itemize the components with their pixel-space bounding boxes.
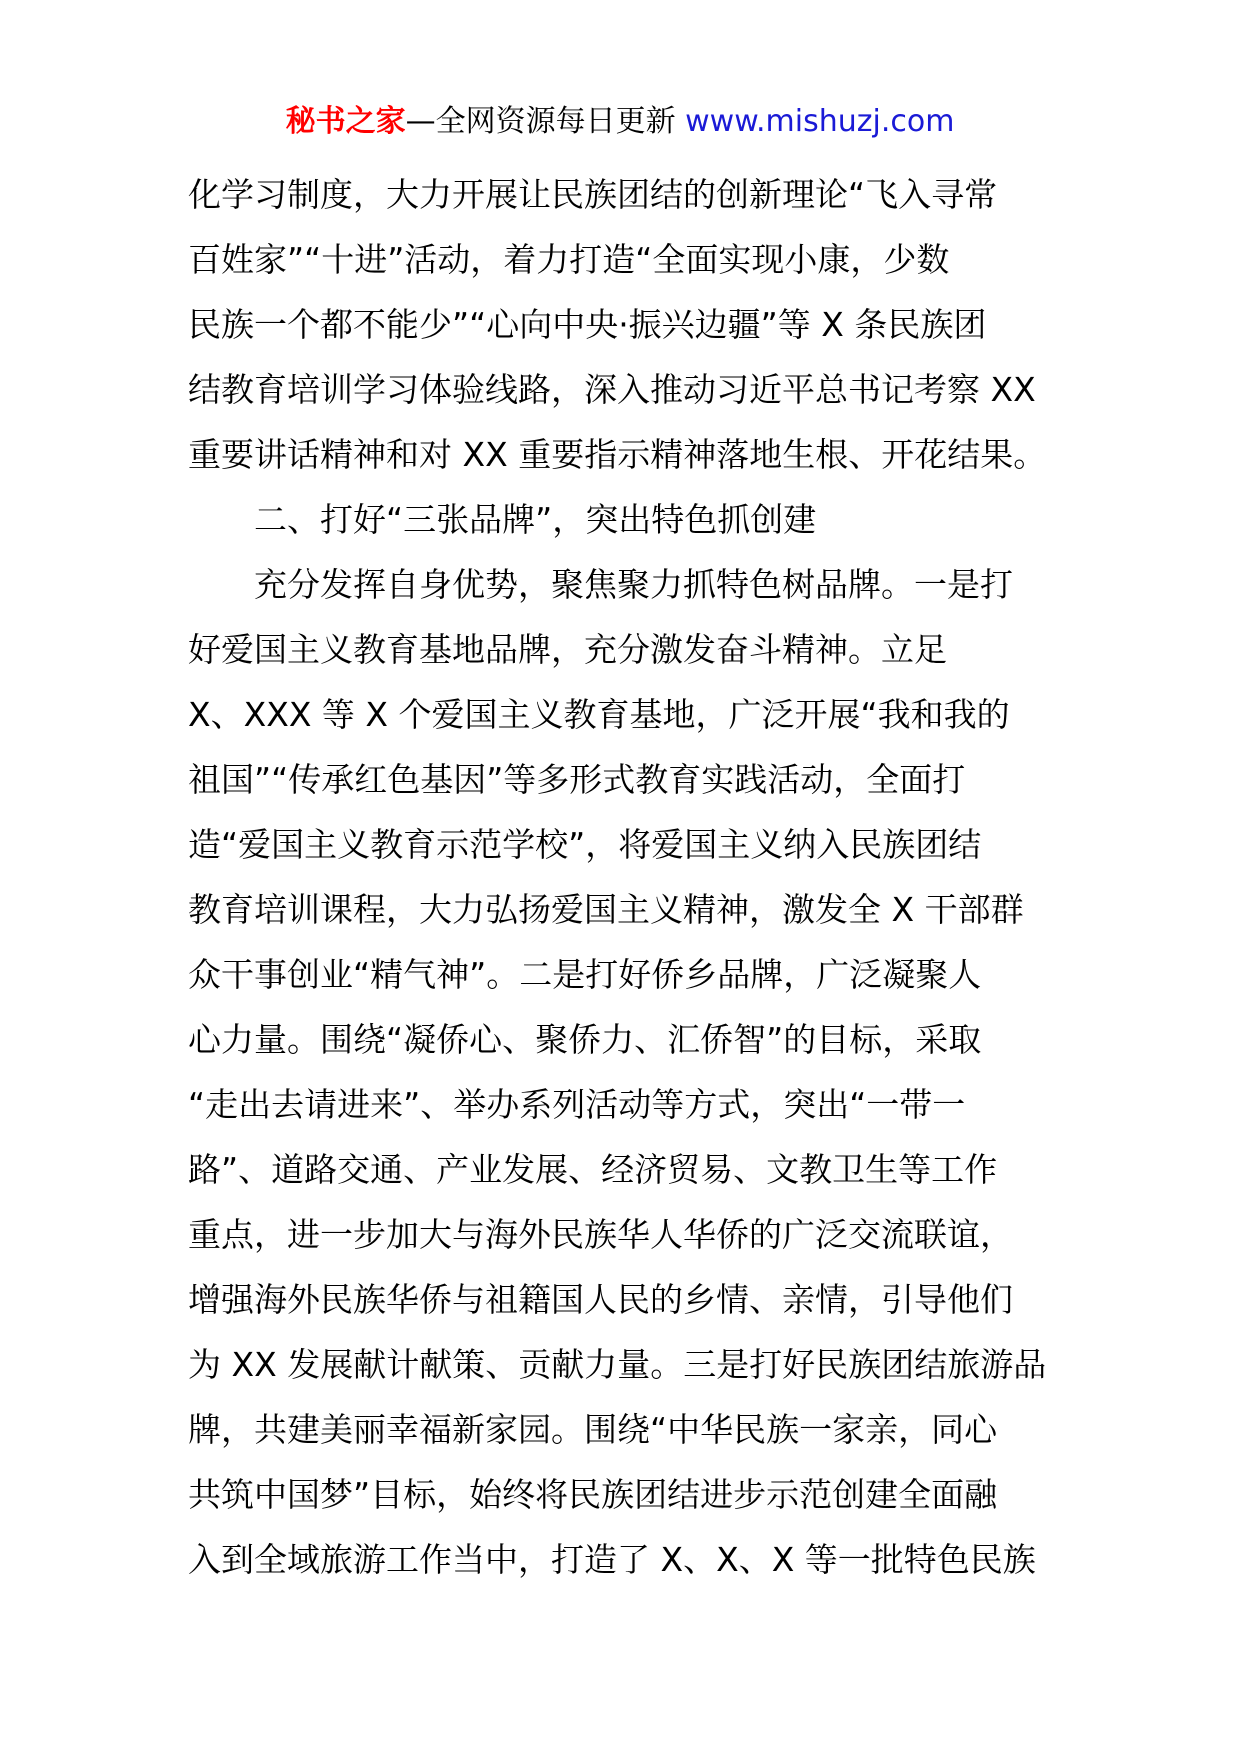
- body-line: 化学习制度，大力开展让民族团结的创新理论“飞入寻常: [188, 175, 998, 214]
- body-line: 心力量。围绕“凝侨心、聚侨力、汇侨智”的目标，采取: [188, 1020, 982, 1059]
- body-line: 为 XX 发展献计献策、贡献力量。三是打好民族团结旅游品: [188, 1345, 1047, 1384]
- header-url-link[interactable]: www.mishuzj.com: [685, 104, 955, 139]
- body-line: 路”、道路交通、产业发展、经济贸易、文教卫生等工作: [188, 1150, 998, 1189]
- body-line: 重要讲话精神和对 XX 重要指示精神落地生根、开花结果。: [188, 435, 1047, 474]
- body-line: 祖国”“传承红色基因”等多形式教育实践活动，全面打: [188, 760, 966, 799]
- body-line: 好爱国主义教育基地品牌，充分激发奋斗精神。立足: [188, 630, 947, 669]
- body-line: 增强海外民族华侨与祖籍国人民的乡情、亲情，引导他们: [188, 1280, 1013, 1319]
- page-header: [0, 102, 1240, 142]
- body-line: 教育培训课程，大力弘扬爱国主义精神，激发全 X 干部群: [188, 890, 1024, 929]
- body-line: “走出去请进来”、举办系列活动等方式，突出“一带一: [188, 1085, 966, 1124]
- body-line: 入到全域旅游工作当中，打造了 X、X、X 等一批特色民族: [188, 1540, 1036, 1579]
- document-body: [188, 162, 1058, 1592]
- body-line: 造“爱国主义教育示范学校”，将爱国主义纳入民族团结: [188, 825, 982, 864]
- body-line: 百姓家”“十进”活动，着力打造“全面实现小康，少数: [188, 240, 950, 279]
- header-brand: 秘书之家: [285, 104, 406, 139]
- section-heading: 二、打好“三张品牌”，突出特色抓创建: [254, 500, 817, 539]
- body-line: 充分发挥自身优势，聚焦聚力抓特色树品牌。一是打: [254, 565, 1013, 604]
- header-tagline: —全网资源每日更新: [405, 104, 686, 139]
- body-line: 结教育培训学习体验线路，深入推动习近平总书记考察 XX: [188, 370, 1036, 409]
- body-line: 民族一个都不能少”“心向中央·振兴边疆”等 X 条民族团: [188, 305, 987, 344]
- body-line: X、XXX 等 X 个爱国主义教育基地，广泛开展“我和我的: [188, 695, 1010, 734]
- body-line: 牌，共建美丽幸福新家园。围绕“中华民族一家亲，同心: [188, 1410, 998, 1449]
- body-line: 众干事创业“精气神”。二是打好侨乡品牌，广泛凝聚人: [188, 955, 982, 994]
- body-line: 共筑中国梦”目标，始终将民族团结进步示范创建全面融: [188, 1475, 998, 1514]
- body-line: 重点，进一步加大与海外民族华人华侨的广泛交流联谊，: [188, 1215, 1013, 1254]
